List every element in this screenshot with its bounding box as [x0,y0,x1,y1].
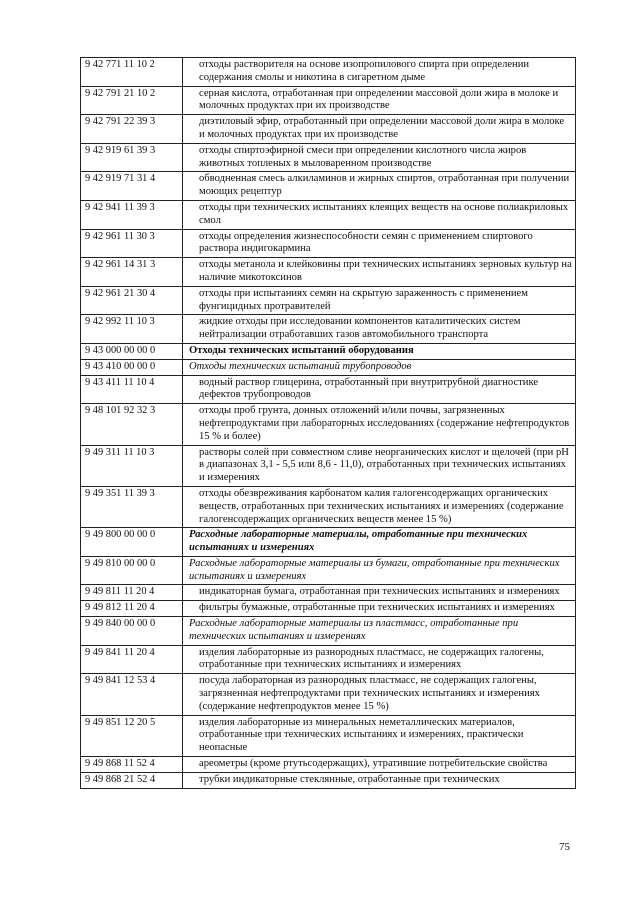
waste-code-cell: 9 49 311 11 10 3 [81,445,183,486]
waste-code-cell: 9 49 841 11 20 4 [81,645,183,674]
table-row [81,757,576,773]
waste-description-cell: отходы при технических испытаниях клеящих веществ на основе полиакриловых смол [183,200,576,229]
waste-code-cell: 9 49 800 00 00 0 [81,528,183,557]
waste-code-cell: 9 42 791 21 10 2 [81,86,183,115]
table-row [81,343,576,359]
waste-code-cell: 9 49 840 00 00 0 [81,617,183,646]
waste-code-cell: 9 49 841 12 53 4 [81,674,183,715]
table-row [81,601,576,617]
waste-description-cell: Расходные лабораторные материалы, отработанные при технических испытаниях и измерениях [183,528,576,557]
waste-description-cell: фильтры бумажные, отработанные при технических испытаниях и измерениях [183,601,576,617]
waste-code-cell: 9 42 961 21 30 4 [81,286,183,315]
waste-description-cell: посуда лабораторная из разнородных пластмасс, не содержащих галогены, загрязненная нефтепродуктами при технических испытаниях и измерениях (содержание нефтепродуктов менее 15 %) [183,674,576,715]
waste-description-cell: отходы проб грунта, донных отложений и/или почвы, загрязненных нефтепродуктами при лабораторных исследованиях (содержание нефтепродуктов 15 % и более) [183,404,576,445]
table-row [81,115,576,144]
table-row [81,445,576,486]
table-row [81,645,576,674]
table-row [81,715,576,756]
waste-code-cell: 9 49 812 11 20 4 [81,601,183,617]
table-body [81,58,576,789]
table-row [81,58,576,87]
waste-description-cell: отходы обезвреживания карбонатом калия галогенсодержащих органических веществ, отработанных при технических испытаниях и измерениях (содержание галогенсодержащих органических веществ менее 15 %) [183,486,576,527]
waste-classification-table-container [80,57,576,789]
waste-description-cell: индикаторная бумага, отработанная при технических испытаниях и измерениях [183,585,576,601]
waste-code-cell: 9 42 771 11 10 2 [81,58,183,87]
table-row [81,258,576,287]
waste-code-cell: 9 49 810 00 00 0 [81,556,183,585]
waste-description-cell: Расходные лабораторные материалы из бумаги, отработанные при технических испытаниях и измерениях [183,556,576,585]
table-row [81,528,576,557]
waste-code-cell: 9 43 410 00 00 0 [81,359,183,375]
waste-description-cell: отходы при испытаниях семян на скрытую зараженность с применением фунгицидных протравителей [183,286,576,315]
waste-description-cell: отходы растворителя на основе изопропилового спирта при определении содержания смолы и никотина в сигаретном дыме [183,58,576,87]
waste-description-cell: трубки индикаторные стеклянные, отработанные при технических [183,772,576,788]
waste-description-cell: водный раствор глицерина, отработанный при внутритрубной диагностике дефектов трубопроводов [183,375,576,404]
table-row [81,556,576,585]
table-row [81,172,576,201]
waste-code-cell: 9 43 411 11 10 4 [81,375,183,404]
waste-code-cell: 9 42 919 71 31 4 [81,172,183,201]
waste-description-cell: серная кислота, отработанная при определении массовой доли жира в молоке и молочных продуктах при их производстве [183,86,576,115]
table-row [81,86,576,115]
table-row [81,486,576,527]
table-row [81,674,576,715]
waste-description-cell: ареометры (кроме ртутьсодержащих), утратившие потребительские свойства [183,757,576,773]
table-row [81,772,576,788]
waste-code-cell: 9 49 868 11 52 4 [81,757,183,773]
waste-description-cell: растворы солей при совместном сливе неорганических кислот и щелочей (при pH в диапазонах 3,1 - 5,5 или 8,6 - 11,0), отработанных при технических испытаниях и измерениях [183,445,576,486]
waste-description-cell: жидкие отходы при исследовании компонентов каталитических систем нейтрализации отработавших газов автомобильного транспорта [183,315,576,344]
waste-code-cell: 9 49 351 11 39 3 [81,486,183,527]
waste-description-cell: Отходы технических испытаний трубопроводов [183,359,576,375]
waste-code-cell: 9 48 101 92 32 3 [81,404,183,445]
table-row [81,617,576,646]
table-row [81,143,576,172]
waste-description-cell: отходы спиртоэфирной смеси при определении кислотного числа жиров животных топленых в мыловаренном производстве [183,143,576,172]
waste-code-cell: 9 42 961 14 31 3 [81,258,183,287]
waste-description-cell: обводненная смесь алкиламинов и жирных спиртов, отработанная при получении моющих рецептур [183,172,576,201]
waste-code-cell: 9 49 811 11 20 4 [81,585,183,601]
page-number: 75 [559,841,570,853]
waste-code-cell: 9 42 961 11 30 3 [81,229,183,258]
table-row [81,286,576,315]
waste-code-cell: 9 49 868 21 52 4 [81,772,183,788]
waste-classification-table [80,57,576,789]
table-row [81,585,576,601]
waste-description-cell: диэтиловый эфир, отработанный при определении массовой доли жира в молоке и молочных продуктах при их производстве [183,115,576,144]
table-row [81,404,576,445]
table-row [81,375,576,404]
waste-description-cell: Расходные лабораторные материалы из пластмасс, отработанные при технических испытаниях и измерениях [183,617,576,646]
table-row [81,315,576,344]
table-row [81,229,576,258]
table-row [81,359,576,375]
waste-code-cell: 9 42 919 61 39 3 [81,143,183,172]
waste-code-cell: 9 42 992 11 10 3 [81,315,183,344]
waste-description-cell: изделия лабораторные из разнородных пластмасс, не содержащих галогены, отработанные при технических испытаниях и измерениях [183,645,576,674]
waste-description-cell: отходы определения жизнеспособности семян с применением спиртового раствора индигокармина [183,229,576,258]
waste-description-cell: Отходы технических испытаний оборудования [183,343,576,359]
waste-description-cell: изделия лабораторные из минеральных неметаллических материалов, отработанные при технических испытаниях и измерениях, практически неопасные [183,715,576,756]
table-row [81,200,576,229]
waste-description-cell: отходы метанола и клейковины при технических испытаниях зерновых культур на наличие микотоксинов [183,258,576,287]
waste-code-cell: 9 42 791 22 39 3 [81,115,183,144]
waste-code-cell: 9 49 851 12 20 5 [81,715,183,756]
waste-code-cell: 9 42 941 11 39 3 [81,200,183,229]
waste-code-cell: 9 43 000 00 00 0 [81,343,183,359]
